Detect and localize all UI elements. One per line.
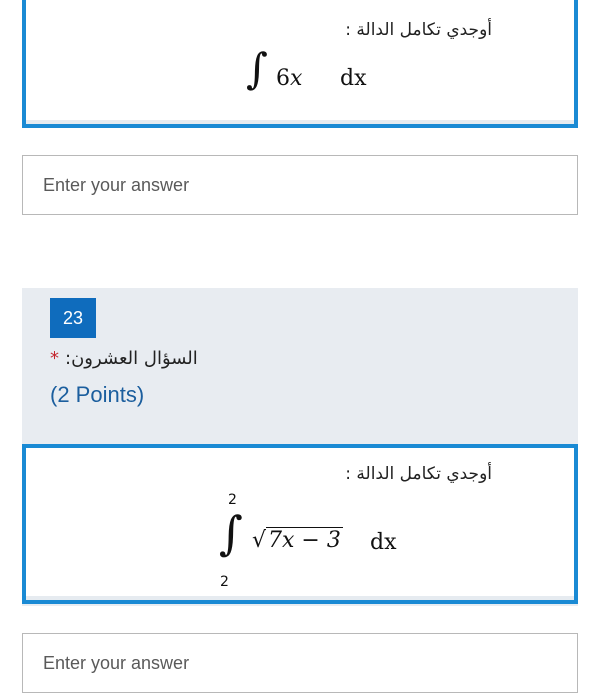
differential: dx — [370, 530, 397, 555]
question-22-prompt: أوجدي تكامل الدالة : — [345, 20, 492, 40]
question-23-title-text: :السؤال العشرون — [65, 348, 198, 369]
question-23-prompt: أوجدي تكامل الدالة : — [345, 464, 492, 484]
required-star: * — [50, 348, 59, 369]
radical-sign: √ — [252, 528, 267, 553]
question-points: (2 Points) — [50, 382, 145, 407]
square-root — [252, 528, 343, 553]
question-22-image — [22, 0, 578, 128]
lower-limit: 2 — [220, 574, 229, 590]
upper-limit: 2 — [228, 492, 237, 508]
question-23-title — [50, 348, 198, 369]
radicand: 7x − 3 — [268, 528, 341, 553]
integrand-coefficient: 6x — [276, 66, 303, 91]
question-number-badge: 23 — [50, 298, 96, 338]
card-bottom-strip — [26, 120, 574, 124]
card-bottom-strip — [26, 596, 574, 600]
question-23-image — [22, 444, 578, 604]
integral-sign: ∫ — [219, 506, 243, 560]
answer-input-q22[interactable] — [22, 155, 578, 215]
integral-sign: ∫ — [246, 44, 268, 93]
answer-input-q23[interactable] — [22, 633, 578, 693]
differential: dx — [340, 66, 367, 91]
